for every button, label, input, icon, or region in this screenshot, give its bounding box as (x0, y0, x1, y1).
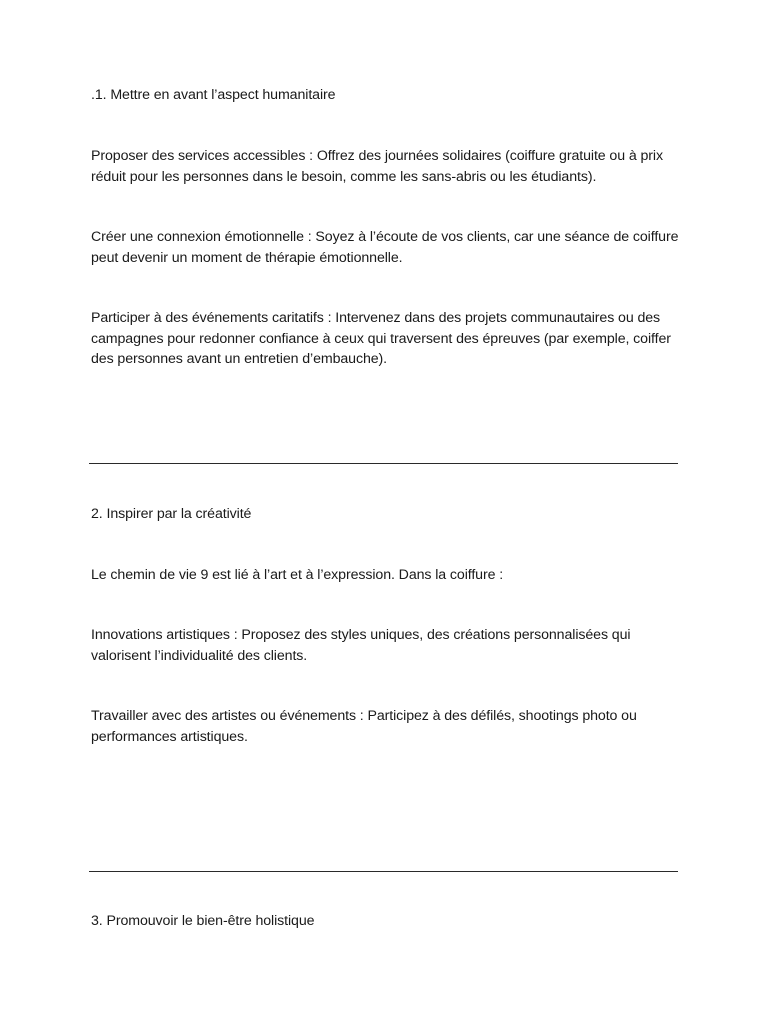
section1-paragraph-accessible-services: Proposer des services accessibles : Offrez des journées solidaires (coiffure gratuite ou à prix réduit pour les personnes dans le besoin, comme les sans-abris ou les étudiants). (91, 148, 663, 185)
section3-heading: 3. Promouvoir le bien-être holistique (91, 913, 315, 929)
section1-heading: .1. Mettre en avant l’aspect humanitaire (91, 87, 336, 103)
section-divider (89, 463, 678, 464)
section2-paragraph-artists-events: Travailler avec des artistes ou événements : Participez à des défilés, shootings photo ou performances artistiques. (91, 708, 637, 745)
section2-intro: Le chemin de vie 9 est lié à l’art et à l’expression. Dans la coiffure : (91, 567, 504, 583)
section2-heading: 2. Inspirer par la créativité (91, 506, 252, 522)
section1-paragraph-charity-events: Participer à des événements caritatifs : Intervenez dans des projets communautaires ou des campagnes pour redonner confiance à ceux qui traversent des épreuves (par exemple, coiffer des personnes avant un entretien d’embauche). (91, 310, 671, 367)
section2-paragraph-artistic-innovations: Innovations artistiques : Proposez des styles uniques, des créations personnalisées qui valorisent l’individualité des clients. (91, 627, 631, 664)
section-divider (89, 871, 678, 872)
section1-paragraph-emotional-connection: Créer une connexion émotionnelle : Soyez à l’écoute de vos clients, car une séance de coiffure peut devenir un moment de thérapie émotionnelle. (91, 229, 679, 266)
